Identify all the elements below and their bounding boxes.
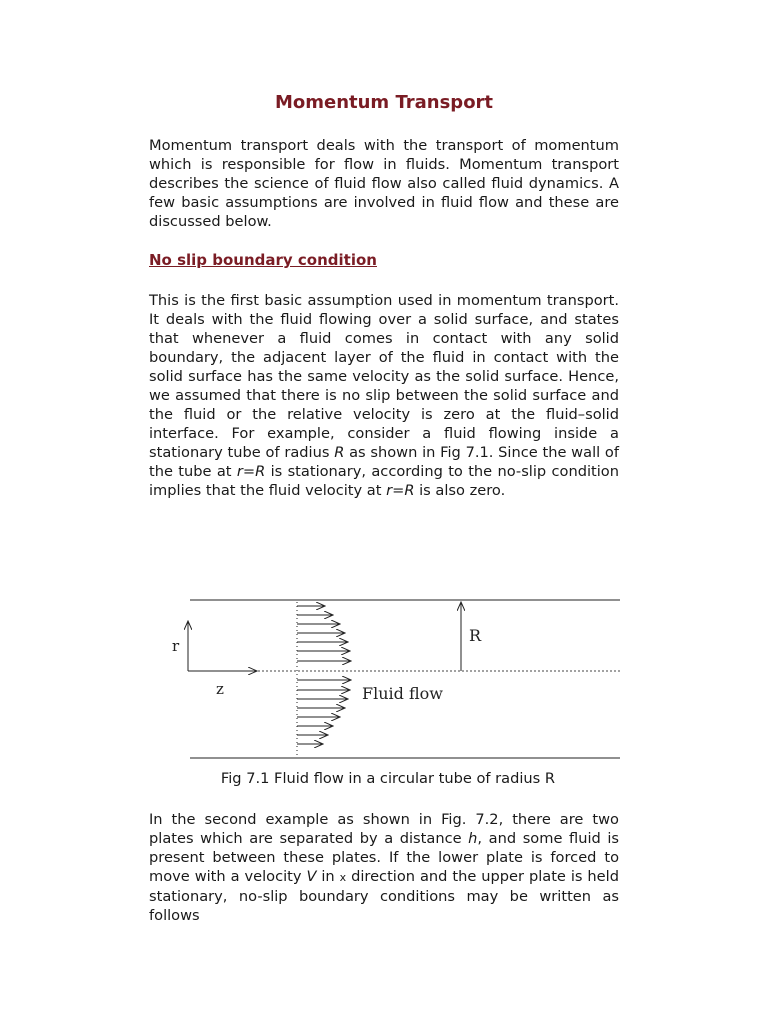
radius-label: R (469, 626, 482, 645)
section-heading: No slip boundary condition (149, 251, 377, 269)
intro-paragraph: Momentum transport deals with the transport of momentum which is responsible for flow in fluids. Momentum transport describes the science of fluid flow also called fluid dynamics. A few basic assumptions are involved in fluid flow and these are discussed below. (149, 137, 619, 230)
velocity-profile (297, 602, 351, 756)
page-title: Momentum Transport (274, 92, 494, 113)
second-example-paragraph: In the second example as shown in Fig. 7.2, there are two plates which are separated by a distance h, and some fluid is present between these plates. If the lower plate is forced to move with a velocity V in x direction and the upper plate is held stationary, no-slip boundary conditions may be written as follows (149, 811, 620, 924)
fluid-flow-label: Fluid flow (362, 684, 443, 703)
z-label: z (216, 680, 224, 698)
r-label: r (172, 637, 180, 655)
tube-flow-figure (160, 590, 630, 765)
no-slip-paragraph: This is the first basic assumption used in momentum transport. It deals with the fluid flowing over a solid surface, and states that whenever a fluid comes in contact with any solid boundary, the adjacent layer of the fluid in contact with the solid surface has the same velocity as the solid surface. Hence, we assumed that there is no slip between the solid surface and the fluid or the relative velocity is zero at the fluid–solid interface. For example, consider a fluid flowing inside a stationary tube of radius R as shown in Fig 7.1. Since the wall of the tube at r=R is stationary, according to the no-slip condition implies that the fluid velocity at r=R is also zero. (149, 292, 619, 499)
figure-caption: Fig 7.1 Fluid flow in a circular tube of radius R (220, 770, 556, 787)
